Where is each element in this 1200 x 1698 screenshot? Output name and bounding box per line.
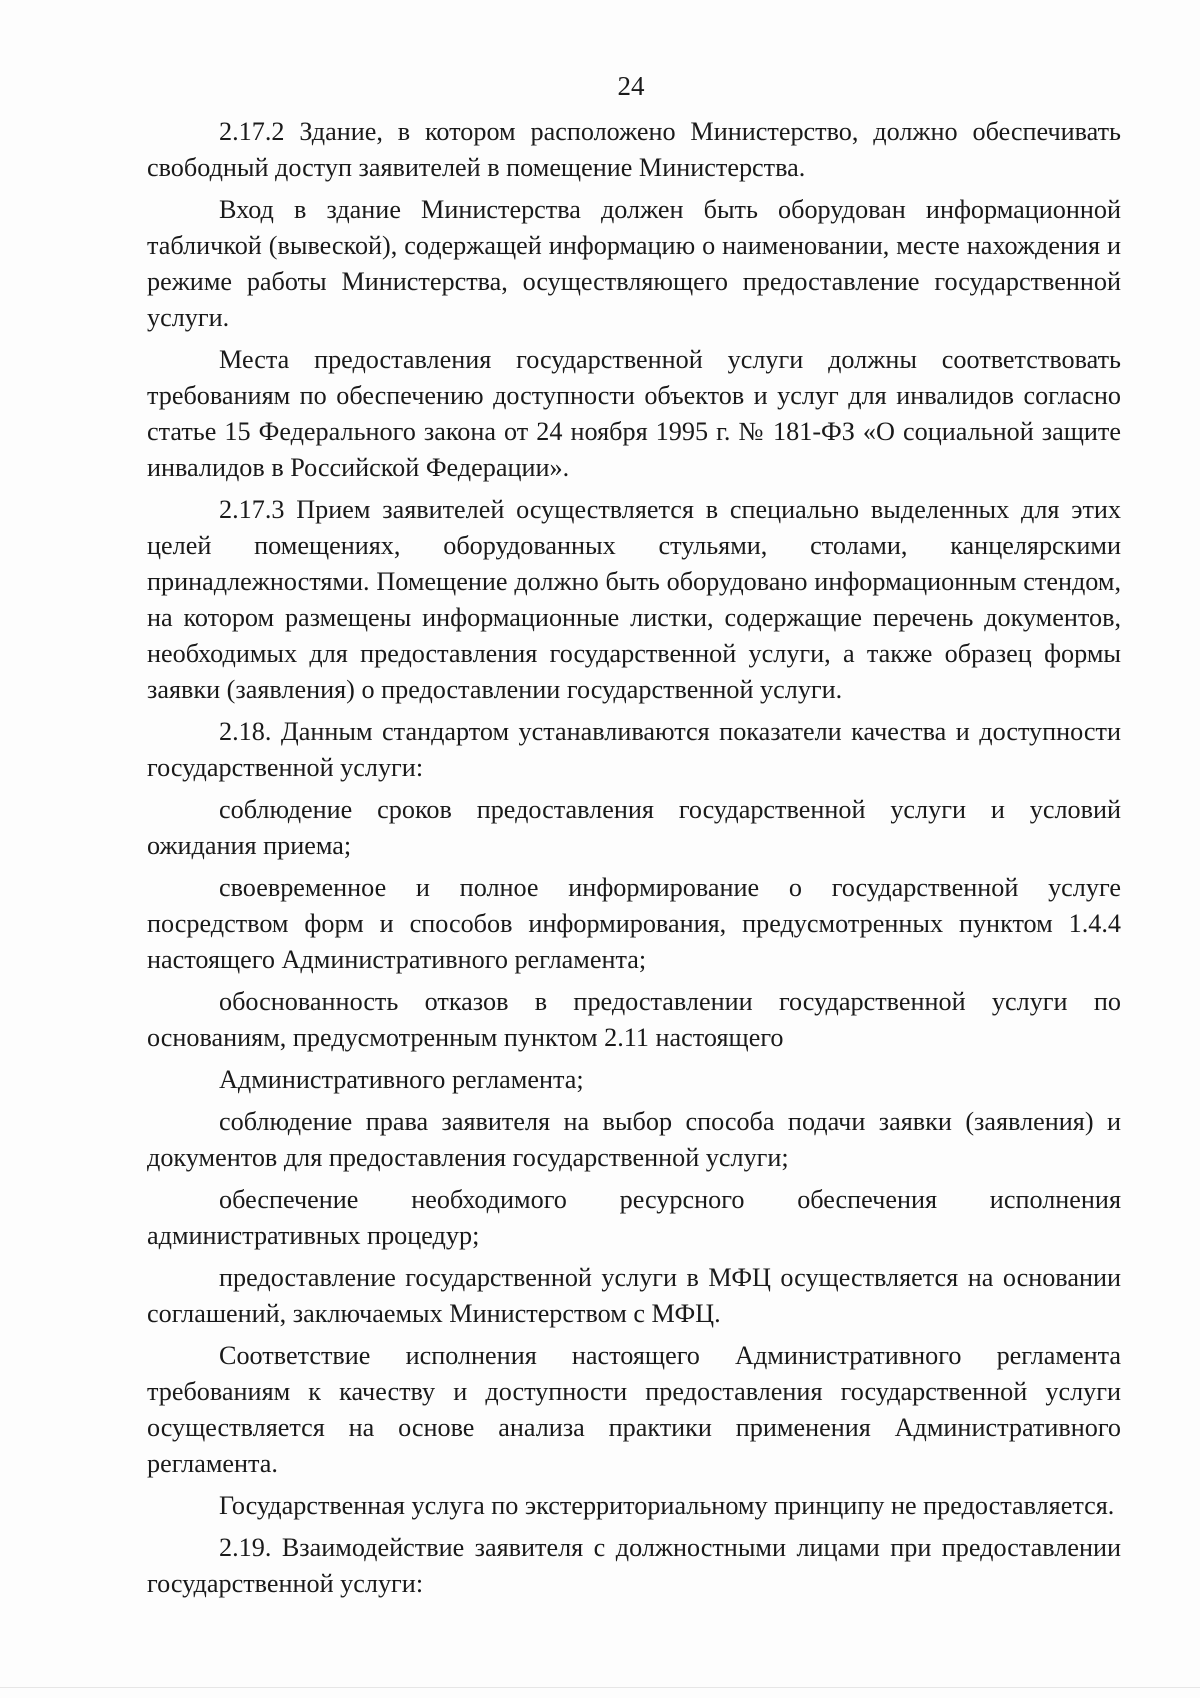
paragraph-2-19: 2.19. Взаимодействие заявителя с должностными лицами при предоставлении государственной услуги: xyxy=(147,1533,1121,1598)
paragraph-2-17-3: 2.17.3 Прием заявителей осуществляется в специально выделенных для этих целей помещениях, оборудованных стульями, столами, канцелярскими принадлежностями. Помещение должно быть оборудовано информационным стендом, на котором размещены информационные листки, содержащие перечень документов, необходимых для предоставления государственной услуги, а также образец формы заявки (заявления) о предоставлении государственной услуги. xyxy=(147,495,1121,704)
paragraph-entrance-sign: Вход в здание Министерства должен быть оборудован информационной табличкой (вывеской), содержащей информацию о наименовании, месте нахождения и режиме работы Министерства, осуществляющего предоставление государственной услуги. xyxy=(147,195,1121,332)
paragraph-resources: обеспечение необходимого ресурсного обеспечения исполнения административных процедур; xyxy=(147,1185,1121,1250)
paragraph-mfc: предоставление государственной услуги в МФЦ осуществляется на основании соглашений, заключаемых Министерством с МФЦ. xyxy=(147,1263,1121,1328)
paragraph-accessibility: Места предоставления государственной услуги должны соответствовать требованиям по обеспечению доступности объектов и услуг для инвалидов согласно статье 15 Федерального закона от 24 ноября 1995 г. № 181-ФЗ «О социальной защите инвалидов в Российской Федерации». xyxy=(147,345,1121,482)
paragraph-2-17-2: 2.17.2 Здание, в котором расположено Министерство, должно обеспечивать свободный доступ заявителей в помещение Министерства. xyxy=(147,117,1121,182)
document-body xyxy=(147,114,1121,1602)
page-number: 24 xyxy=(617,71,645,101)
paragraph-informing: своевременное и полное информирование о государственной услуге посредством форм и способов информирования, предусмотренных пунктом 1.4.4 настоящего Административного регламента; xyxy=(147,873,1121,974)
paragraph-compliance: Соответствие исполнения настоящего Административного регламента требованиям к качеству и доступности предоставления государственной услуги осуществляется на основе анализа практики применения Административного регламента. xyxy=(147,1341,1121,1478)
paragraph-refusals-cont: Административного регламента; xyxy=(219,1065,584,1094)
paragraph-choice-of-method: соблюдение права заявителя на выбор способа подачи заявки (заявления) и документов для предоставления государственной услуги; xyxy=(147,1107,1121,1172)
paragraph-refusals: обоснованность отказов в предоставлении государственной услуги по основаниям, предусмотренным пунктом 2.11 настоящего xyxy=(147,987,1121,1052)
paragraph-extraterritorial: Государственная услуга по экстерриториальному принципу не предоставляется. xyxy=(219,1491,1115,1520)
scan-edge-line xyxy=(0,1687,1200,1688)
paragraph-2-18: 2.18. Данным стандартом устанавливаются показатели качества и доступности государственной услуги: xyxy=(147,717,1121,782)
paragraph-deadlines: соблюдение сроков предоставления государственной услуги и условий ожидания приема; xyxy=(147,795,1121,860)
